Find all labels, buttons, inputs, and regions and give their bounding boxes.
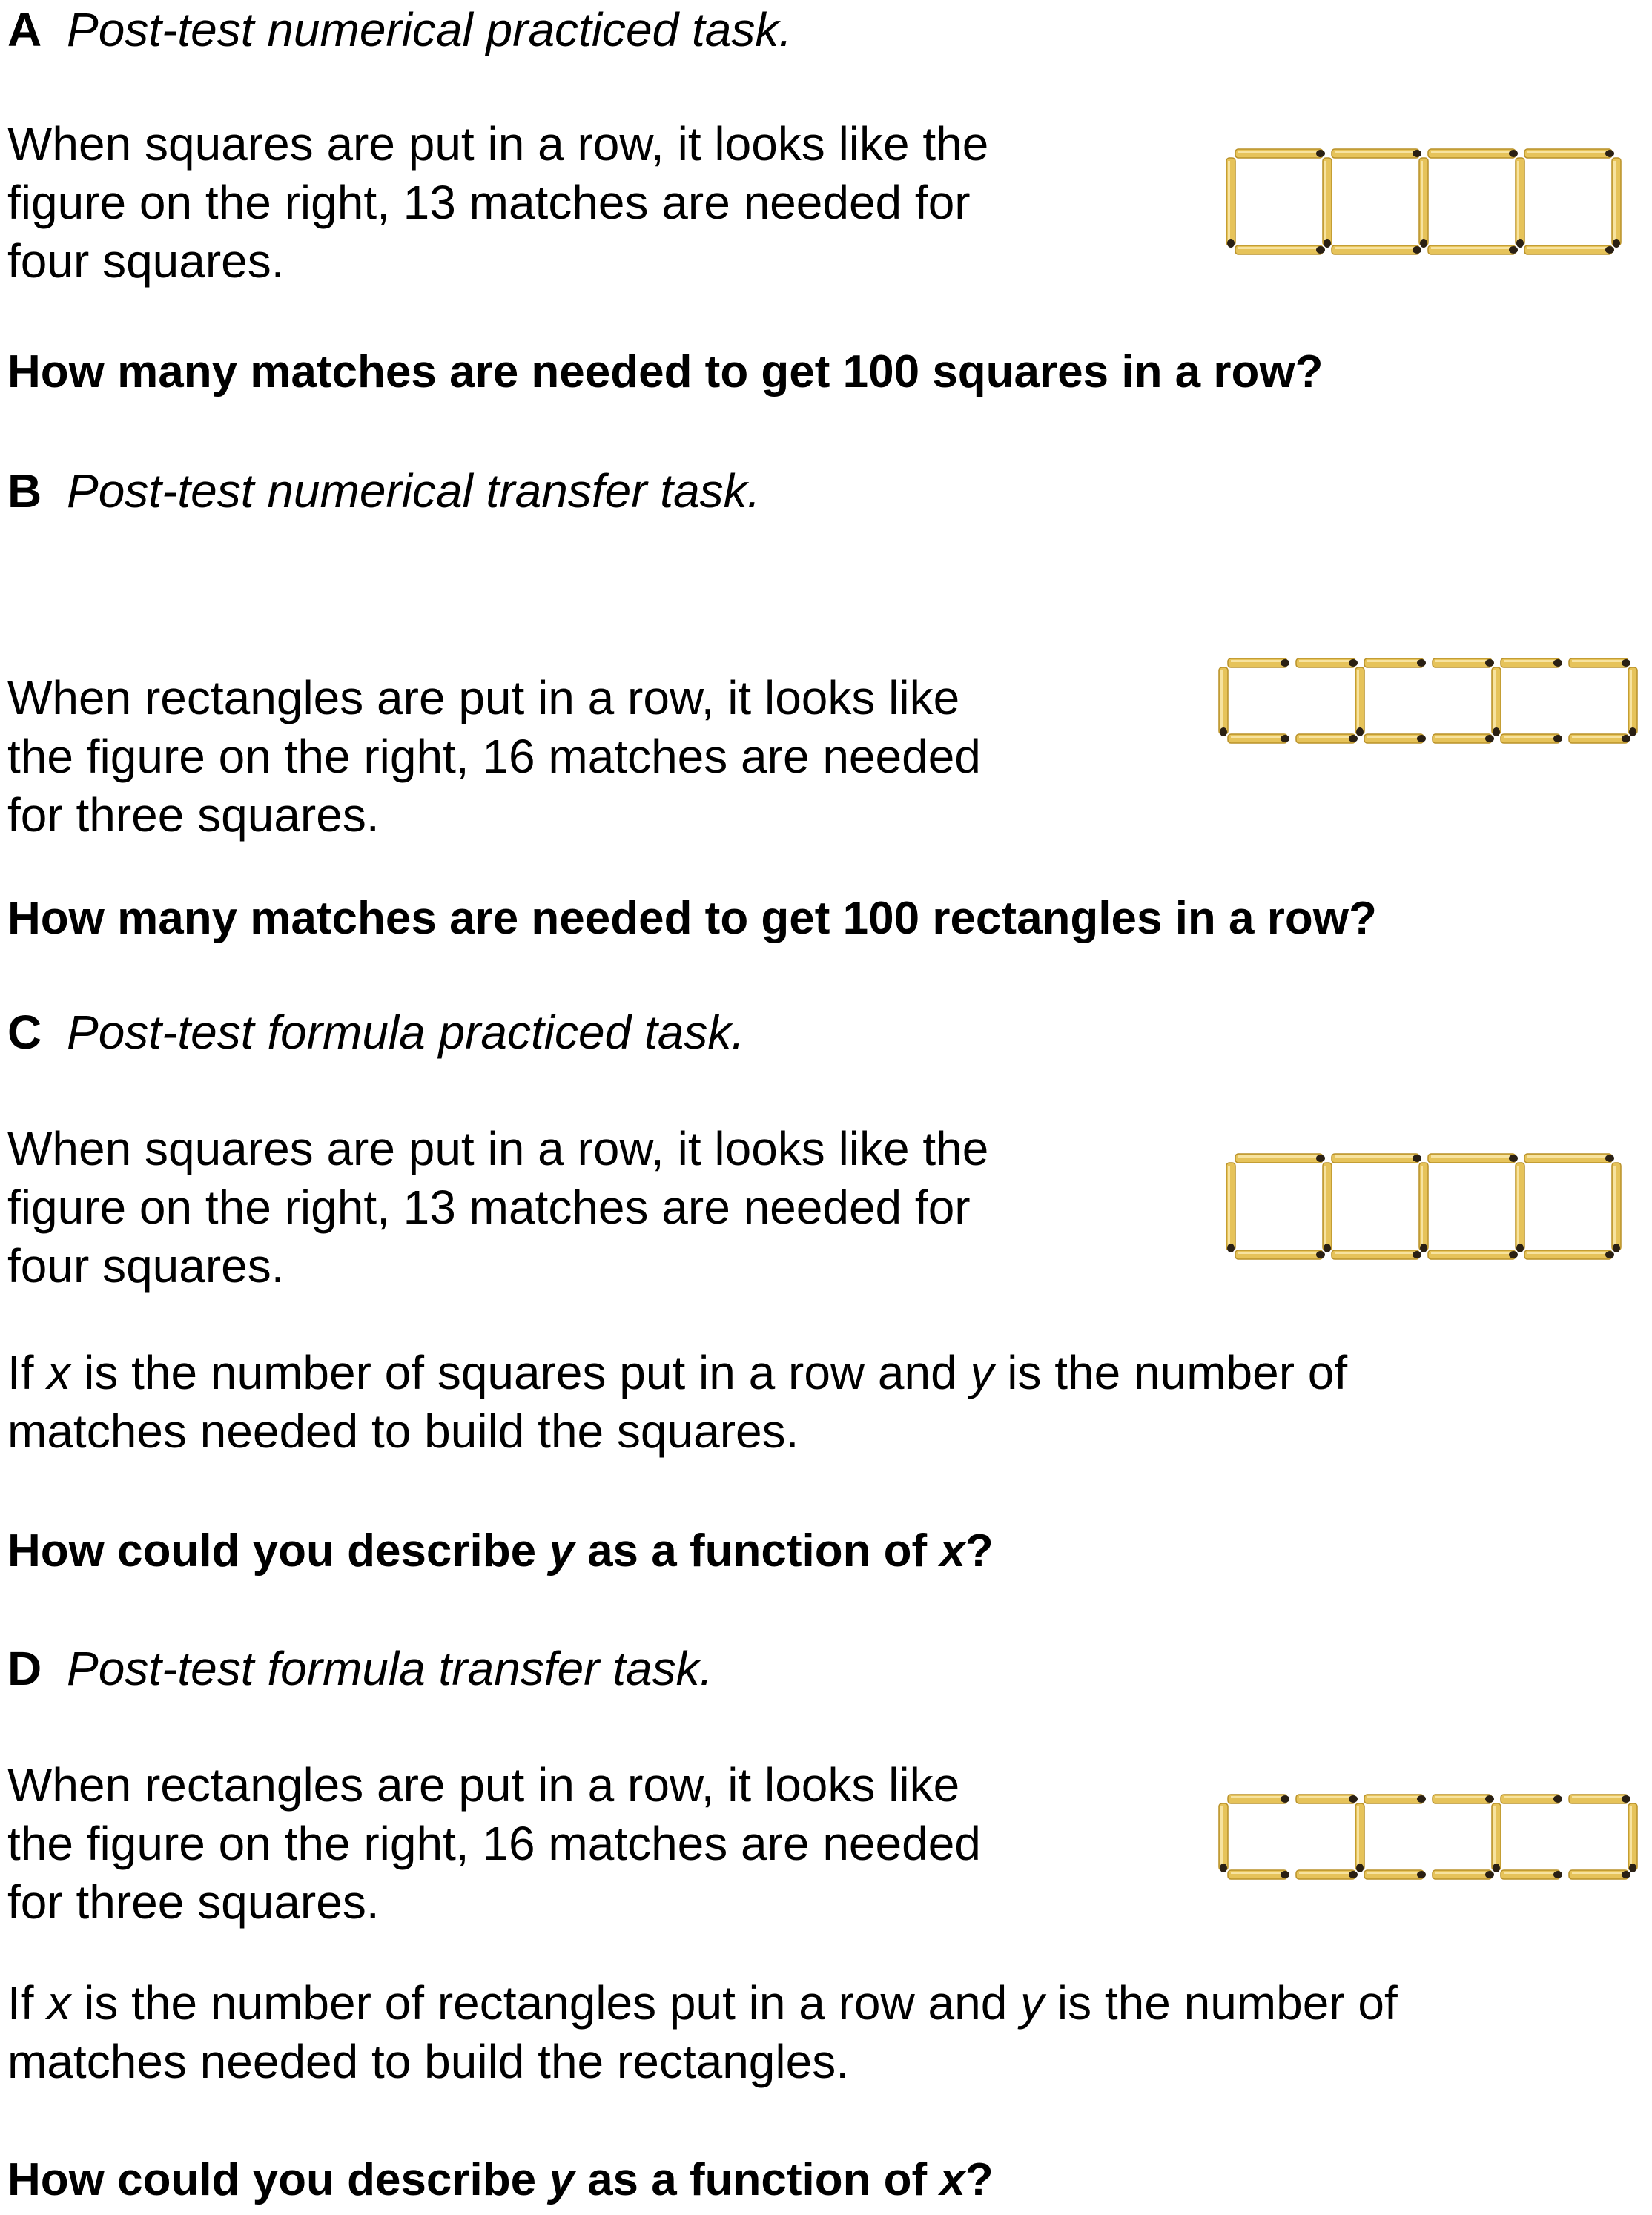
matchstick xyxy=(1235,245,1325,254)
three-rectangles-matchstick-figure xyxy=(1209,1789,1646,1885)
section-c-definition-line-2: matches needed to build the squares. xyxy=(7,1404,799,1458)
matchstick xyxy=(1296,1795,1358,1803)
def-d-part-2: is the number of rectangles put in a row and xyxy=(70,1976,1021,2030)
matchstick xyxy=(1419,1163,1428,1252)
section-c-line-1: When squares are put in a row, it looks like the xyxy=(7,1122,989,1175)
matchstick xyxy=(1612,158,1621,248)
matchstick xyxy=(1492,1803,1501,1872)
matchstick xyxy=(1296,734,1358,743)
matchstick xyxy=(1524,1250,1614,1259)
matchstick xyxy=(1296,658,1358,667)
matchstick xyxy=(1355,667,1364,736)
matchstick xyxy=(1323,1163,1332,1252)
def-c-part-2: is the number of squares put in a row and xyxy=(70,1346,971,1399)
three-rectangles-matchstick-figure-d xyxy=(1209,1789,1646,1885)
section-b-line-1: When rectangles are put in a row, it looks like xyxy=(7,671,960,724)
section-b-question: How many matches are needed to get 100 rectangles in a row? xyxy=(7,893,1377,944)
section-d-heading xyxy=(7,1639,713,1698)
section-c-description xyxy=(7,1120,988,1295)
matchstick xyxy=(1323,158,1332,248)
matchstick xyxy=(1501,658,1562,667)
matchstick xyxy=(1228,658,1289,667)
section-d-line-1: When rectangles are put in a row, it looks like xyxy=(7,1758,960,1812)
section-c-line-3: four squares. xyxy=(7,1239,285,1293)
section-a-line-2: figure on the right, 13 matches are needed for xyxy=(7,176,971,229)
section-c-question xyxy=(7,1522,994,1581)
matchstick xyxy=(1226,158,1235,248)
matchstick xyxy=(1433,1870,1494,1879)
def-d-var-x: x xyxy=(47,1976,71,2030)
section-a-description xyxy=(7,115,988,291)
four-squares-matchstick-figure xyxy=(1216,137,1624,267)
section-a-question: How many matches are needed to get 100 squares in a row? xyxy=(7,346,1324,397)
section-d-question xyxy=(7,2150,994,2210)
matchstick xyxy=(1219,1803,1228,1872)
section-a-heading xyxy=(7,0,792,59)
matchstick xyxy=(1364,1870,1426,1879)
matchstick xyxy=(1332,1154,1421,1163)
def-c-part-3: is the number of xyxy=(994,1346,1348,1399)
q-d-part-2: as a function of xyxy=(574,2154,940,2205)
matchstick xyxy=(1433,1795,1494,1803)
section-b-title: Post-test numerical transfer task. xyxy=(67,464,761,518)
section-a-title: Post-test numerical practiced task. xyxy=(67,3,793,56)
matchstick xyxy=(1228,1870,1289,1879)
q-c-var-y: y xyxy=(549,1525,575,1577)
matchstick xyxy=(1332,1250,1421,1259)
matchstick xyxy=(1235,1250,1325,1259)
q-c-part-1: How could you describe xyxy=(7,1525,549,1577)
section-a-line-3: four squares. xyxy=(7,234,285,288)
q-d-var-y: y xyxy=(549,2154,575,2205)
section-c-letter: C xyxy=(7,1006,42,1059)
matchstick xyxy=(1492,667,1501,736)
matchstick xyxy=(1501,734,1562,743)
matchstick xyxy=(1428,149,1518,158)
section-a-letter: A xyxy=(7,3,42,56)
matchstick xyxy=(1228,1795,1289,1803)
q-d-part-1: How could you describe xyxy=(7,2154,549,2205)
matchstick xyxy=(1433,734,1494,743)
section-d-description xyxy=(7,1756,981,1932)
matchstick xyxy=(1524,149,1614,158)
matchstick xyxy=(1355,1803,1364,1872)
matchstick xyxy=(1569,734,1630,743)
section-a-line-1: When squares are put in a row, it looks like the xyxy=(7,117,989,171)
matchstick xyxy=(1524,1154,1614,1163)
section-d-definition-line-2: matches needed to build the rectangles. xyxy=(7,2035,849,2088)
matchstick xyxy=(1364,1795,1426,1803)
matchstick xyxy=(1428,1250,1518,1259)
section-d-letter: D xyxy=(7,1642,42,1695)
def-d-var-y: y xyxy=(1020,1976,1045,2030)
matchstick xyxy=(1296,1870,1358,1879)
matchstick xyxy=(1516,158,1524,248)
matchstick xyxy=(1569,658,1630,667)
def-c-var-y: y xyxy=(970,1346,994,1399)
section-b-line-2: the figure on the right, 16 matches are needed xyxy=(7,730,981,783)
section-c-title: Post-test formula practiced task. xyxy=(67,1006,745,1059)
matchstick xyxy=(1235,1154,1325,1163)
matchstick xyxy=(1428,1154,1518,1163)
matchstick xyxy=(1332,245,1421,254)
matchstick xyxy=(1628,667,1637,736)
four-squares-matchstick-figure xyxy=(1216,1142,1624,1272)
q-d-part-3: ? xyxy=(965,2154,994,2205)
section-d-line-2: the figure on the right, 16 matches are needed xyxy=(7,1817,981,1870)
section-b-heading xyxy=(7,461,760,521)
def-c-var-x: x xyxy=(47,1346,71,1399)
matchstick xyxy=(1516,1163,1524,1252)
matchstick xyxy=(1569,1870,1630,1879)
section-b-line-3: for three squares. xyxy=(7,788,380,842)
matchstick xyxy=(1364,734,1426,743)
matchstick xyxy=(1235,149,1325,158)
q-c-var-x: x xyxy=(939,1525,965,1577)
matchstick xyxy=(1501,1870,1562,1879)
matchstick xyxy=(1226,1163,1235,1252)
section-d-definition-line-1 xyxy=(7,1974,1398,2033)
section-b-letter: B xyxy=(7,464,42,518)
def-c-part-1: If xyxy=(7,1346,47,1399)
q-d-var-x: x xyxy=(939,2154,965,2205)
four-squares-matchstick-figure-a xyxy=(1216,137,1624,267)
matchstick xyxy=(1569,1795,1630,1803)
def-d-part-3: is the number of xyxy=(1044,1976,1398,2030)
matchstick xyxy=(1433,658,1494,667)
def-d-part-1: If xyxy=(7,1976,47,2030)
three-rectangles-matchstick-figure xyxy=(1209,653,1646,749)
matchstick xyxy=(1219,667,1228,736)
matchstick xyxy=(1428,245,1518,254)
section-d-definition xyxy=(7,1974,1398,2091)
section-d-line-3: for three squares. xyxy=(7,1875,380,1929)
section-c-line-2: figure on the right, 13 matches are needed for xyxy=(7,1181,971,1234)
section-b-description xyxy=(7,669,981,845)
four-squares-matchstick-figure-c xyxy=(1216,1142,1624,1272)
matchstick xyxy=(1524,245,1614,254)
matchstick xyxy=(1501,1795,1562,1803)
matchstick xyxy=(1364,658,1426,667)
three-rectangles-matchstick-figure-b xyxy=(1209,653,1646,749)
section-d-title: Post-test formula transfer task. xyxy=(67,1642,713,1695)
matchstick xyxy=(1419,158,1428,248)
matchstick xyxy=(1228,734,1289,743)
matchstick xyxy=(1612,1163,1621,1252)
section-c-heading xyxy=(7,1003,744,1062)
q-c-part-2: as a function of xyxy=(574,1525,940,1577)
section-c-definition-line-1 xyxy=(7,1344,1347,1402)
section-c-definition xyxy=(7,1344,1347,1461)
matchstick xyxy=(1332,149,1421,158)
q-c-part-3: ? xyxy=(965,1525,994,1577)
matchstick xyxy=(1628,1803,1637,1872)
